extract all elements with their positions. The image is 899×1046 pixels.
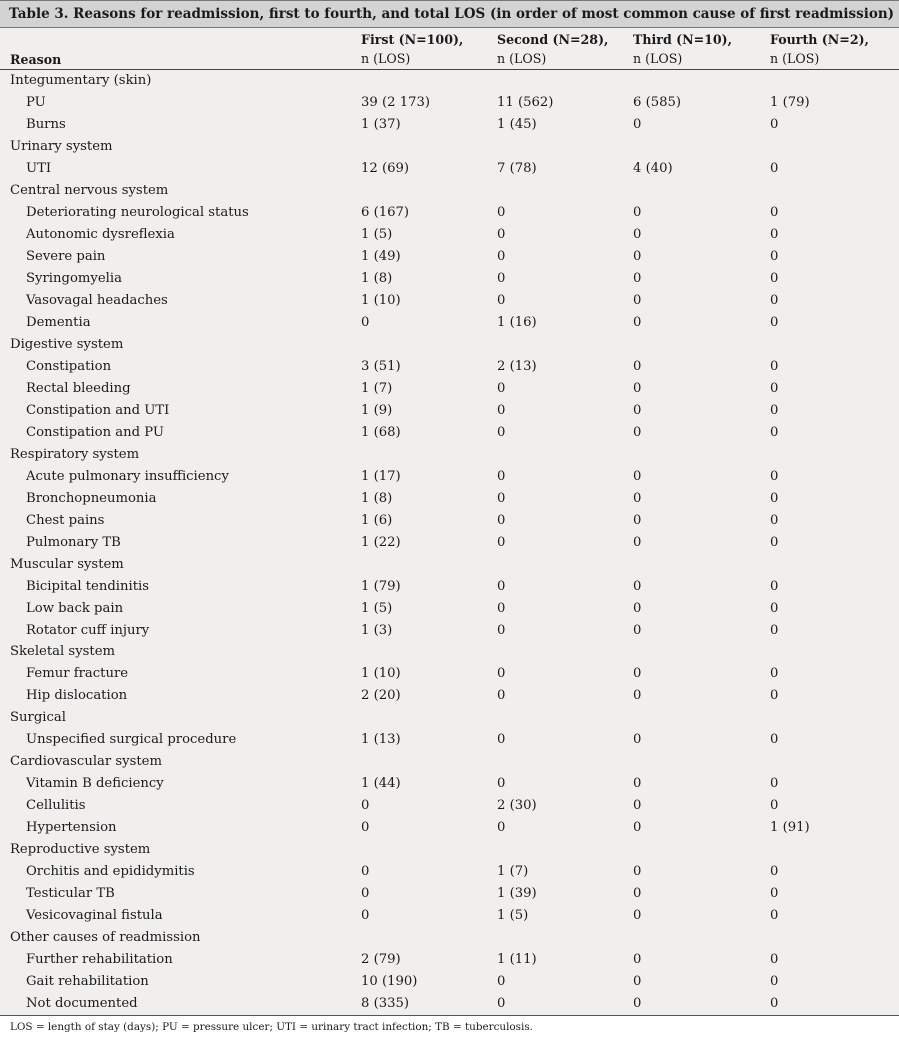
category-label: Respiratory system (10, 446, 140, 462)
reason-label: Dementia (26, 314, 91, 330)
cell-second: 7 (78) (497, 160, 537, 176)
cell-third: 0 (633, 886, 642, 902)
table-row (0, 114, 899, 136)
cell-second: 0 (497, 292, 506, 308)
cell-first: 2 (79) (361, 952, 401, 968)
category-label: Reproductive system (10, 842, 151, 858)
table-row (0, 729, 899, 751)
reason-label: Gait rehabilitation (26, 974, 149, 990)
cell-first: 0 (361, 314, 370, 330)
cell-third: 0 (633, 622, 642, 638)
cell-second: 0 (497, 402, 506, 418)
cell-first: 1 (10) (361, 292, 401, 308)
table-row (0, 795, 899, 817)
cell-third: 0 (633, 468, 642, 484)
table-row (0, 422, 899, 444)
cell-fourth: 0 (770, 160, 779, 176)
category-label: Digestive system (10, 336, 124, 352)
table-row (0, 268, 899, 290)
cell-fourth: 0 (770, 622, 779, 638)
reason-label: Constipation and UTI (26, 402, 170, 418)
cell-fourth: 0 (770, 248, 779, 264)
cell-first: 3 (51) (361, 358, 401, 374)
cell-first: 2 (20) (361, 688, 401, 704)
cell-third: 6 (585) (633, 94, 682, 110)
header-third-subtitle: n (LOS) (633, 51, 683, 66)
cell-first: 1 (5) (361, 226, 393, 242)
category-label: Muscular system (10, 556, 124, 572)
category-row (0, 554, 899, 576)
cell-second: 0 (497, 600, 506, 616)
table-row (0, 246, 899, 268)
table-row (0, 993, 899, 1015)
cell-first: 1 (8) (361, 270, 393, 286)
table-row (0, 773, 899, 795)
cell-third: 0 (633, 600, 642, 616)
category-row (0, 707, 899, 729)
cell-fourth: 0 (770, 732, 779, 748)
table-row (0, 817, 899, 839)
cell-second: 1 (5) (497, 908, 529, 924)
cell-second: 0 (497, 512, 506, 528)
cell-third: 0 (633, 534, 642, 550)
table-row (0, 598, 899, 620)
table-header-row (0, 28, 899, 70)
reason-label: Vesicovaginal fistula (26, 908, 163, 924)
cell-fourth: 0 (770, 952, 779, 968)
header-first (361, 30, 463, 68)
category-label: Surgical (10, 710, 66, 726)
cell-second: 0 (497, 622, 506, 638)
cell-fourth: 0 (770, 292, 779, 308)
cell-fourth: 0 (770, 908, 779, 924)
category-label: Other causes of readmission (10, 930, 201, 946)
cell-first: 1 (8) (361, 490, 393, 506)
cell-first: 1 (37) (361, 116, 401, 132)
reason-label: Syringomyelia (26, 270, 122, 286)
table-row (0, 224, 899, 246)
cell-second: 0 (497, 270, 506, 286)
cell-second: 0 (497, 996, 506, 1012)
category-row (0, 70, 899, 92)
cell-first: 12 (69) (361, 160, 410, 176)
cell-fourth: 0 (770, 358, 779, 374)
reason-label: UTI (26, 160, 52, 176)
category-label: Central nervous system (10, 182, 169, 198)
reason-label: Vitamin B deficiency (26, 776, 164, 792)
reason-label: Acute pulmonary insufficiency (26, 468, 229, 484)
cell-fourth: 0 (770, 974, 779, 990)
cell-second: 0 (497, 776, 506, 792)
cell-first: 1 (49) (361, 248, 401, 264)
cell-second: 1 (11) (497, 952, 537, 968)
table-row (0, 883, 899, 905)
cell-third: 0 (633, 996, 642, 1012)
cell-third: 0 (633, 974, 642, 990)
cell-first: 0 (361, 820, 370, 836)
cell-third: 0 (633, 688, 642, 704)
cell-fourth: 0 (770, 512, 779, 528)
cell-third: 0 (633, 270, 642, 286)
cell-third: 0 (633, 116, 642, 132)
table-body (0, 70, 899, 1015)
table-footnote: LOS = length of stay (days); PU = pressure ulcer; UTI = urinary tract infection; TB = tuberculosis. (10, 1021, 533, 1033)
cell-third: 0 (633, 732, 642, 748)
reason-label: Bronchopneumonia (26, 490, 157, 506)
cell-fourth: 0 (770, 270, 779, 286)
cell-first: 1 (3) (361, 622, 393, 638)
table-row (0, 971, 899, 993)
cell-first: 1 (68) (361, 424, 401, 440)
cell-second: 0 (497, 226, 506, 242)
cell-second: 0 (497, 204, 506, 220)
cell-second: 11 (562) (497, 94, 554, 110)
header-third (633, 30, 732, 68)
cell-third: 0 (633, 908, 642, 924)
category-row (0, 641, 899, 663)
cell-fourth: 0 (770, 600, 779, 616)
reason-label: PU (26, 94, 46, 110)
cell-third: 0 (633, 424, 642, 440)
category-label: Cardiovascular system (10, 754, 162, 770)
table-row (0, 861, 899, 883)
reason-label: Burns (26, 116, 66, 132)
cell-second: 0 (497, 688, 506, 704)
table-caption: Table 3. Reasons for readmission, first to fourth, and total LOS (in order of most common cause of first readmission) (0, 0, 899, 28)
cell-second: 1 (7) (497, 864, 529, 880)
reason-label: Unspecified surgical procedure (26, 732, 237, 748)
table-row (0, 290, 899, 312)
category-row (0, 839, 899, 861)
cell-second: 0 (497, 666, 506, 682)
table-row (0, 510, 899, 532)
header-third-title: Third (N=10), (633, 32, 733, 47)
cell-second: 0 (497, 424, 506, 440)
table-row (0, 685, 899, 707)
cell-second: 0 (497, 490, 506, 506)
cell-first: 6 (167) (361, 204, 410, 220)
cell-first: 1 (6) (361, 512, 393, 528)
cell-second: 0 (497, 578, 506, 594)
cell-second: 0 (497, 732, 506, 748)
table-row (0, 312, 899, 334)
header-reason: Reason (10, 52, 62, 67)
category-row (0, 444, 899, 466)
reason-label: Bicipital tendinitis (26, 578, 149, 594)
cell-second: 2 (30) (497, 798, 537, 814)
cell-third: 4 (40) (633, 160, 673, 176)
category-label: Integumentary (skin) (10, 73, 152, 88)
reason-label: Pulmonary TB (26, 534, 121, 550)
cell-fourth: 0 (770, 314, 779, 330)
cell-second: 0 (497, 534, 506, 550)
cell-third: 0 (633, 952, 642, 968)
reason-label: Rotator cuff injury (26, 622, 150, 638)
cell-first: 8 (335) (361, 996, 410, 1012)
reason-label: Cellulitis (26, 798, 86, 814)
cell-fourth: 0 (770, 490, 779, 506)
cell-fourth: 0 (770, 886, 779, 902)
cell-first: 1 (79) (361, 578, 401, 594)
reason-label: Vasovagal headaches (26, 292, 168, 308)
cell-fourth: 1 (91) (770, 820, 810, 836)
category-row (0, 751, 899, 773)
reason-label: Testicular TB (26, 886, 115, 902)
cell-first: 1 (9) (361, 402, 393, 418)
table-row (0, 202, 899, 224)
reason-label: Deteriorating neurological status (26, 204, 249, 220)
reason-label: Autonomic dysreflexia (26, 226, 175, 242)
cell-fourth: 0 (770, 204, 779, 220)
cell-fourth: 0 (770, 996, 779, 1012)
cell-first: 1 (44) (361, 776, 401, 792)
cell-fourth: 1 (79) (770, 94, 810, 110)
cell-second: 2 (13) (497, 358, 537, 374)
cell-third: 0 (633, 314, 642, 330)
header-second (497, 30, 608, 68)
cell-third: 0 (633, 292, 642, 308)
reason-label: Not documented (26, 996, 138, 1012)
cell-second: 0 (497, 974, 506, 990)
cell-third: 0 (633, 820, 642, 836)
table-row (0, 620, 899, 642)
cell-second: 0 (497, 248, 506, 264)
table-row (0, 905, 899, 927)
table-row (0, 158, 899, 180)
cell-third: 0 (633, 204, 642, 220)
cell-third: 0 (633, 512, 642, 528)
table-row (0, 949, 899, 971)
cell-second: 1 (45) (497, 116, 537, 132)
category-row (0, 180, 899, 202)
cell-second: 1 (39) (497, 886, 537, 902)
category-label: Urinary system (10, 138, 113, 154)
cell-first: 39 (2 173) (361, 94, 431, 110)
reason-label: Hypertension (26, 820, 117, 836)
table-row (0, 488, 899, 510)
table-row (0, 576, 899, 598)
reason-label: Femur fracture (26, 666, 129, 682)
reason-label: Constipation and PU (26, 424, 164, 440)
reason-label: Orchitis and epididymitis (26, 864, 195, 880)
cell-second: 0 (497, 380, 506, 396)
cell-second: 1 (16) (497, 314, 537, 330)
cell-fourth: 0 (770, 116, 779, 132)
cell-third: 0 (633, 776, 642, 792)
category-label: Skeletal system (10, 644, 116, 660)
cell-third: 0 (633, 666, 642, 682)
cell-fourth: 0 (770, 864, 779, 880)
header-first-title: First (N=100), (361, 32, 464, 47)
reason-label: Low back pain (26, 600, 124, 616)
cell-fourth: 0 (770, 424, 779, 440)
reason-label: Constipation (26, 358, 112, 374)
category-row (0, 136, 899, 158)
cell-first: 1 (7) (361, 380, 393, 396)
category-row (0, 334, 899, 356)
table-row (0, 400, 899, 422)
reason-label: Rectal bleeding (26, 380, 131, 396)
cell-first: 1 (22) (361, 534, 401, 550)
cell-first: 1 (5) (361, 600, 393, 616)
cell-third: 0 (633, 402, 642, 418)
reason-label: Further rehabilitation (26, 952, 173, 968)
header-second-title: Second (N=28), (497, 32, 609, 47)
cell-first: 1 (10) (361, 666, 401, 682)
cell-third: 0 (633, 490, 642, 506)
table-row (0, 92, 899, 114)
table-row (0, 532, 899, 554)
cell-first: 10 (190) (361, 974, 418, 990)
cell-third: 0 (633, 248, 642, 264)
cell-first: 0 (361, 908, 370, 924)
table-row (0, 466, 899, 488)
header-fourth-subtitle: n (LOS) (770, 51, 820, 66)
cell-third: 0 (633, 864, 642, 880)
cell-first: 1 (17) (361, 468, 401, 484)
cell-first: 0 (361, 864, 370, 880)
cell-fourth: 0 (770, 402, 779, 418)
cell-first: 1 (13) (361, 732, 401, 748)
cell-second: 0 (497, 468, 506, 484)
cell-fourth: 0 (770, 776, 779, 792)
cell-fourth: 0 (770, 534, 779, 550)
table-row (0, 378, 899, 400)
cell-third: 0 (633, 798, 642, 814)
reason-label: Chest pains (26, 512, 105, 528)
cell-fourth: 0 (770, 468, 779, 484)
cell-fourth: 0 (770, 226, 779, 242)
cell-third: 0 (633, 380, 642, 396)
cell-first: 0 (361, 886, 370, 902)
cell-third: 0 (633, 226, 642, 242)
cell-third: 0 (633, 358, 642, 374)
reason-label: Severe pain (26, 248, 106, 264)
cell-fourth: 0 (770, 688, 779, 704)
header-fourth-title: Fourth (N=2), (770, 32, 869, 47)
footnote-divider (0, 1015, 899, 1016)
table-row (0, 356, 899, 378)
cell-fourth: 0 (770, 578, 779, 594)
table-row (0, 663, 899, 685)
cell-first: 0 (361, 798, 370, 814)
category-row (0, 927, 899, 949)
header-fourth (770, 30, 869, 68)
header-first-subtitle: n (LOS) (361, 51, 411, 66)
cell-fourth: 0 (770, 798, 779, 814)
cell-second: 0 (497, 820, 506, 836)
cell-fourth: 0 (770, 666, 779, 682)
header-second-subtitle: n (LOS) (497, 51, 547, 66)
cell-third: 0 (633, 578, 642, 594)
reason-label: Hip dislocation (26, 688, 128, 704)
cell-fourth: 0 (770, 380, 779, 396)
